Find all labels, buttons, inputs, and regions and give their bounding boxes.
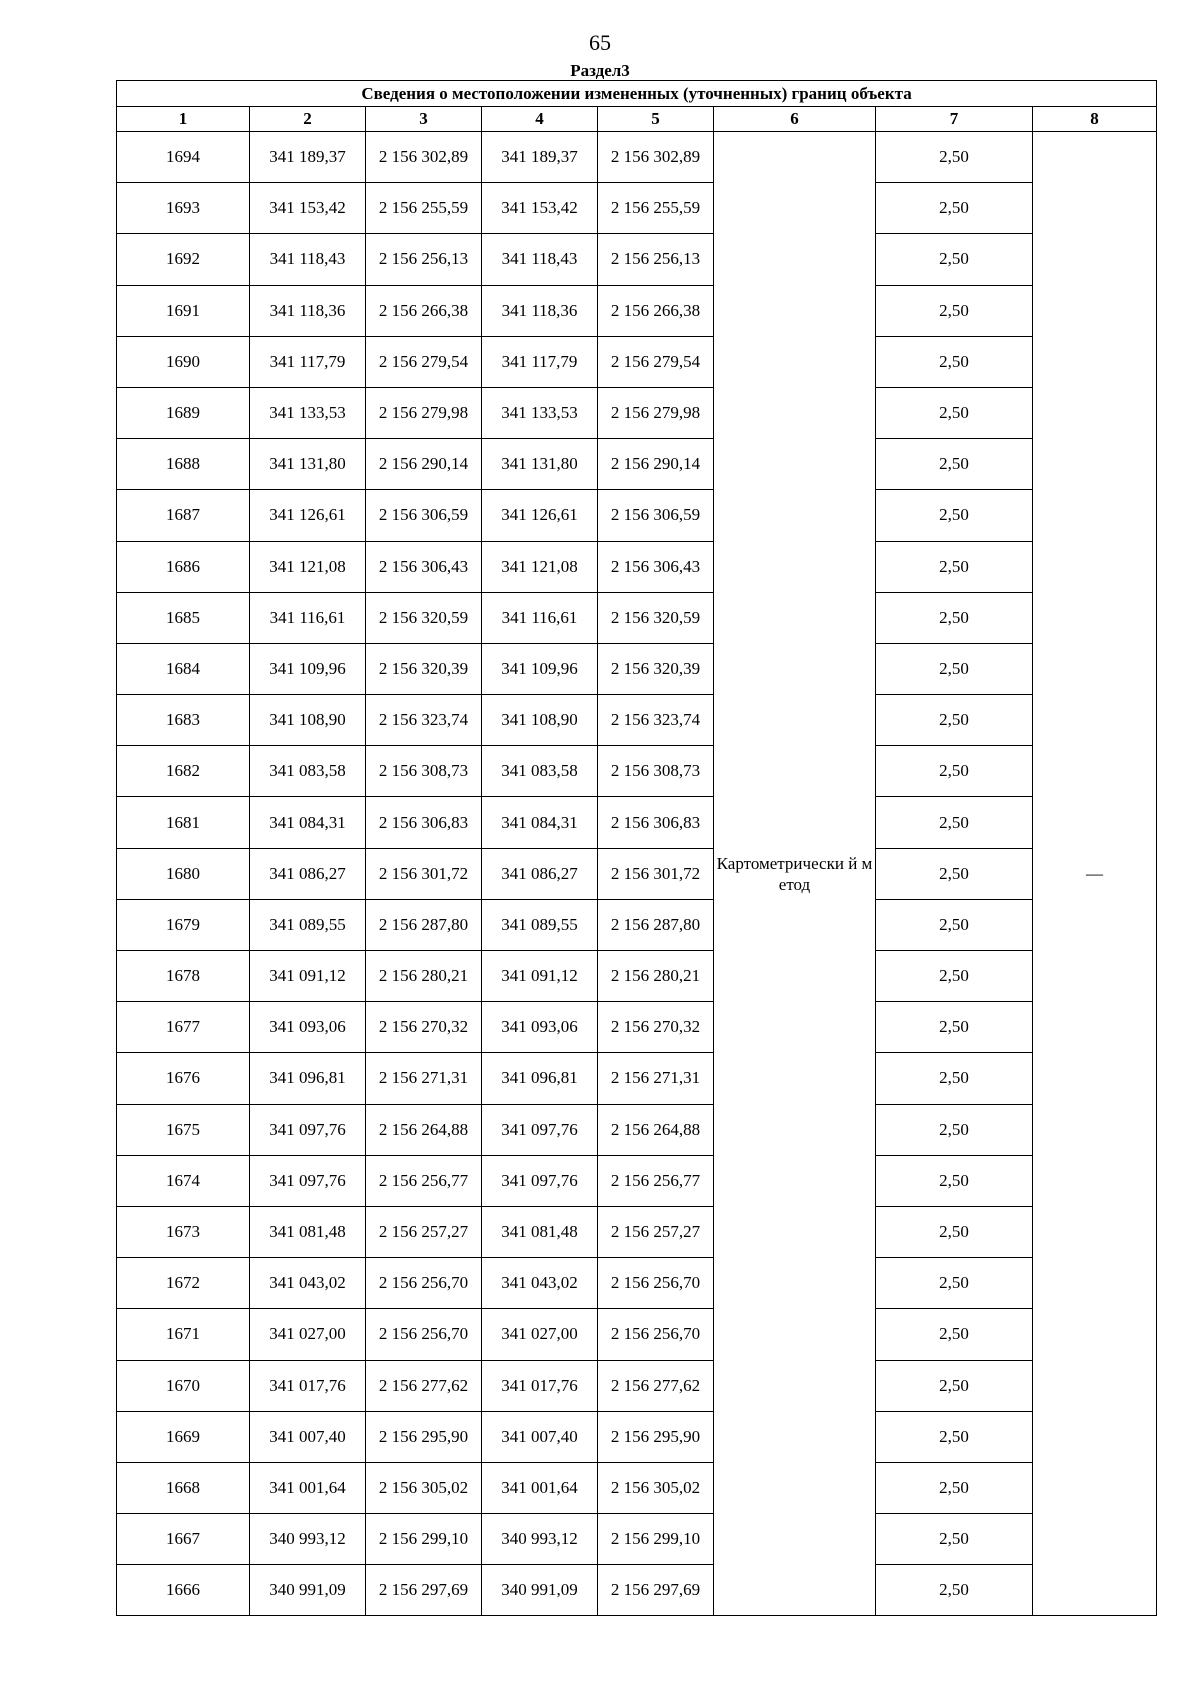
table-row: [117, 1053, 1157, 1104]
table-row: [117, 541, 1157, 592]
x-new-cell: 341 001,64: [482, 1462, 598, 1513]
y-old-cell: 2 156 320,39: [366, 643, 482, 694]
point-number-cell: 1678: [117, 951, 250, 1002]
accuracy-cell: 2,50: [876, 132, 1033, 183]
y-old-cell: 2 156 323,74: [366, 695, 482, 746]
table-row: [117, 1258, 1157, 1309]
x-old-cell: 341 001,64: [250, 1462, 366, 1513]
accuracy-cell: 2,50: [876, 1462, 1033, 1513]
y-old-cell: 2 156 297,69: [366, 1565, 482, 1616]
accuracy-cell: 2,50: [876, 848, 1033, 899]
x-old-cell: 341 116,61: [250, 592, 366, 643]
x-old-cell: 341 093,06: [250, 1002, 366, 1053]
x-old-cell: 341 096,81: [250, 1053, 366, 1104]
table-row: [117, 1514, 1157, 1565]
y-old-cell: 2 156 256,77: [366, 1155, 482, 1206]
table-row: [117, 336, 1157, 387]
y-new-cell: 2 156 308,73: [598, 746, 714, 797]
accuracy-cell: 2,50: [876, 387, 1033, 438]
y-new-cell: 2 156 306,83: [598, 797, 714, 848]
x-new-cell: 341 118,36: [482, 285, 598, 336]
y-new-cell: 2 156 277,62: [598, 1360, 714, 1411]
point-number-cell: 1689: [117, 387, 250, 438]
accuracy-cell: 2,50: [876, 592, 1033, 643]
x-new-cell: 341 126,61: [482, 490, 598, 541]
table-row: [117, 951, 1157, 1002]
y-old-cell: 2 156 266,38: [366, 285, 482, 336]
point-number-cell: 1681: [117, 797, 250, 848]
accuracy-cell: 2,50: [876, 1155, 1033, 1206]
y-old-cell: 2 156 306,43: [366, 541, 482, 592]
accuracy-cell: 2,50: [876, 1360, 1033, 1411]
accuracy-cell: 2,50: [876, 951, 1033, 1002]
y-new-cell: 2 156 297,69: [598, 1565, 714, 1616]
x-new-cell: 341 086,27: [482, 848, 598, 899]
x-old-cell: 341 089,55: [250, 899, 366, 950]
x-new-cell: 341 097,76: [482, 1104, 598, 1155]
point-number-cell: 1677: [117, 1002, 250, 1053]
accuracy-cell: 2,50: [876, 1053, 1033, 1104]
y-new-cell: 2 156 266,38: [598, 285, 714, 336]
x-new-cell: 341 027,00: [482, 1309, 598, 1360]
y-new-cell: 2 156 306,59: [598, 490, 714, 541]
point-number-cell: 1673: [117, 1206, 250, 1257]
table-caption: Сведения о местоположении измененных (уточненных) границ объекта: [117, 81, 1157, 107]
x-old-cell: 341 108,90: [250, 695, 366, 746]
y-old-cell: 2 156 305,02: [366, 1462, 482, 1513]
y-new-cell: 2 156 256,77: [598, 1155, 714, 1206]
x-old-cell: 341 131,80: [250, 439, 366, 490]
point-number-cell: 1691: [117, 285, 250, 336]
x-new-cell: 341 117,79: [482, 336, 598, 387]
y-old-cell: 2 156 287,80: [366, 899, 482, 950]
y-new-cell: 2 156 279,54: [598, 336, 714, 387]
page-number: 65: [589, 30, 611, 55]
accuracy-cell: 2,50: [876, 695, 1033, 746]
accuracy-cell: 2,50: [876, 1309, 1033, 1360]
x-new-cell: 341 084,31: [482, 797, 598, 848]
x-new-cell: 341 007,40: [482, 1411, 598, 1462]
y-old-cell: 2 156 306,83: [366, 797, 482, 848]
x-old-cell: 341 118,36: [250, 285, 366, 336]
x-old-cell: 341 133,53: [250, 387, 366, 438]
point-number-cell: 1676: [117, 1053, 250, 1104]
table-row: [117, 899, 1157, 950]
table-row: [117, 1360, 1157, 1411]
point-number-cell: 1667: [117, 1514, 250, 1565]
table-row: [117, 1565, 1157, 1616]
accuracy-cell: 2,50: [876, 234, 1033, 285]
y-new-cell: 2 156 255,59: [598, 183, 714, 234]
accuracy-cell: 2,50: [876, 1104, 1033, 1155]
table-row: [117, 1411, 1157, 1462]
x-old-cell: 341 084,31: [250, 797, 366, 848]
point-number-cell: 1666: [117, 1565, 250, 1616]
x-new-cell: 341 116,61: [482, 592, 598, 643]
y-new-cell: 2 156 320,59: [598, 592, 714, 643]
point-number-cell: 1669: [117, 1411, 250, 1462]
column-number-2: 2: [250, 107, 366, 132]
method-cell: Картометрически й метод: [714, 132, 876, 1616]
y-new-cell: 2 156 306,43: [598, 541, 714, 592]
y-old-cell: 2 156 295,90: [366, 1411, 482, 1462]
x-old-cell: 341 117,79: [250, 336, 366, 387]
x-old-cell: 341 086,27: [250, 848, 366, 899]
point-number-cell: 1694: [117, 132, 250, 183]
x-new-cell: 340 991,09: [482, 1565, 598, 1616]
accuracy-cell: 2,50: [876, 1002, 1033, 1053]
y-old-cell: 2 156 308,73: [366, 746, 482, 797]
note-cell: —: [1033, 132, 1157, 1616]
accuracy-cell: 2,50: [876, 1565, 1033, 1616]
column-number-8: 8: [1033, 107, 1157, 132]
table-row: [117, 285, 1157, 336]
y-new-cell: 2 156 302,89: [598, 132, 714, 183]
point-number-cell: 1683: [117, 695, 250, 746]
column-number-4: 4: [482, 107, 598, 132]
x-new-cell: 341 131,80: [482, 439, 598, 490]
x-new-cell: 341 091,12: [482, 951, 598, 1002]
y-new-cell: 2 156 290,14: [598, 439, 714, 490]
point-number-cell: 1687: [117, 490, 250, 541]
x-new-cell: 341 043,02: [482, 1258, 598, 1309]
point-number-cell: 1668: [117, 1462, 250, 1513]
y-new-cell: 2 156 280,21: [598, 951, 714, 1002]
y-old-cell: 2 156 257,27: [366, 1206, 482, 1257]
x-old-cell: 341 153,42: [250, 183, 366, 234]
y-new-cell: 2 156 271,31: [598, 1053, 714, 1104]
x-new-cell: 341 153,42: [482, 183, 598, 234]
table-row: [117, 592, 1157, 643]
x-old-cell: 341 118,43: [250, 234, 366, 285]
y-old-cell: 2 156 320,59: [366, 592, 482, 643]
x-old-cell: 341 043,02: [250, 1258, 366, 1309]
x-new-cell: 341 133,53: [482, 387, 598, 438]
accuracy-cell: 2,50: [876, 490, 1033, 541]
y-old-cell: 2 156 306,59: [366, 490, 482, 541]
accuracy-cell: 2,50: [876, 1258, 1033, 1309]
point-number-cell: 1682: [117, 746, 250, 797]
y-new-cell: 2 156 256,70: [598, 1309, 714, 1360]
point-number-cell: 1686: [117, 541, 250, 592]
x-old-cell: 341 081,48: [250, 1206, 366, 1257]
x-new-cell: 341 081,48: [482, 1206, 598, 1257]
y-new-cell: 2 156 320,39: [598, 643, 714, 694]
y-old-cell: 2 156 256,13: [366, 234, 482, 285]
point-number-cell: 1684: [117, 643, 250, 694]
point-number-cell: 1680: [117, 848, 250, 899]
table-row: [117, 439, 1157, 490]
table-row: [117, 1462, 1157, 1513]
y-old-cell: 2 156 277,62: [366, 1360, 482, 1411]
x-new-cell: 341 097,76: [482, 1155, 598, 1206]
x-old-cell: 340 993,12: [250, 1514, 366, 1565]
x-old-cell: 341 027,00: [250, 1309, 366, 1360]
accuracy-cell: 2,50: [876, 797, 1033, 848]
point-number-cell: 1690: [117, 336, 250, 387]
table-row: [117, 183, 1157, 234]
table-row: [117, 490, 1157, 541]
accuracy-cell: 2,50: [876, 1411, 1033, 1462]
point-number-cell: 1693: [117, 183, 250, 234]
x-old-cell: 341 097,76: [250, 1104, 366, 1155]
y-old-cell: 2 156 256,70: [366, 1258, 482, 1309]
coordinates-table: [116, 80, 1157, 1616]
y-new-cell: 2 156 301,72: [598, 848, 714, 899]
x-new-cell: 341 017,76: [482, 1360, 598, 1411]
table-row: [117, 234, 1157, 285]
accuracy-cell: 2,50: [876, 439, 1033, 490]
y-old-cell: 2 156 299,10: [366, 1514, 482, 1565]
y-old-cell: 2 156 279,54: [366, 336, 482, 387]
y-old-cell: 2 156 270,32: [366, 1002, 482, 1053]
table-row: [117, 797, 1157, 848]
x-old-cell: 340 991,09: [250, 1565, 366, 1616]
x-new-cell: 341 121,08: [482, 541, 598, 592]
y-old-cell: 2 156 280,21: [366, 951, 482, 1002]
x-old-cell: 341 007,40: [250, 1411, 366, 1462]
y-old-cell: 2 156 271,31: [366, 1053, 482, 1104]
accuracy-cell: 2,50: [876, 746, 1033, 797]
point-number-cell: 1692: [117, 234, 250, 285]
point-number-cell: 1688: [117, 439, 250, 490]
column-number-6: 6: [714, 107, 876, 132]
y-new-cell: 2 156 305,02: [598, 1462, 714, 1513]
column-number-7: 7: [876, 107, 1033, 132]
point-number-cell: 1679: [117, 899, 250, 950]
table-row: [117, 695, 1157, 746]
table-row: [117, 848, 1157, 899]
y-old-cell: 2 156 255,59: [366, 183, 482, 234]
table-row: [117, 1206, 1157, 1257]
accuracy-cell: 2,50: [876, 285, 1033, 336]
table-row: [117, 1002, 1157, 1053]
x-new-cell: 341 108,90: [482, 695, 598, 746]
y-new-cell: 2 156 299,10: [598, 1514, 714, 1565]
x-old-cell: 341 189,37: [250, 132, 366, 183]
accuracy-cell: 2,50: [876, 336, 1033, 387]
x-new-cell: 341 093,06: [482, 1002, 598, 1053]
x-old-cell: 341 083,58: [250, 746, 366, 797]
y-old-cell: 2 156 302,89: [366, 132, 482, 183]
column-number-5: 5: [598, 107, 714, 132]
y-new-cell: 2 156 256,13: [598, 234, 714, 285]
point-number-cell: 1670: [117, 1360, 250, 1411]
table-row: [117, 643, 1157, 694]
table-body: [117, 132, 1157, 1616]
y-new-cell: 2 156 295,90: [598, 1411, 714, 1462]
x-old-cell: 341 109,96: [250, 643, 366, 694]
y-new-cell: 2 156 264,88: [598, 1104, 714, 1155]
table-row: [117, 1104, 1157, 1155]
x-old-cell: 341 017,76: [250, 1360, 366, 1411]
table-row: [117, 132, 1157, 183]
x-new-cell: 341 083,58: [482, 746, 598, 797]
y-new-cell: 2 156 270,32: [598, 1002, 714, 1053]
y-new-cell: 2 156 279,98: [598, 387, 714, 438]
table-row: [117, 1155, 1157, 1206]
x-old-cell: 341 126,61: [250, 490, 366, 541]
y-old-cell: 2 156 301,72: [366, 848, 482, 899]
y-old-cell: 2 156 256,70: [366, 1309, 482, 1360]
accuracy-cell: 2,50: [876, 899, 1033, 950]
point-number-cell: 1671: [117, 1309, 250, 1360]
table-row: [117, 746, 1157, 797]
table-row: [117, 1309, 1157, 1360]
y-old-cell: 2 156 279,98: [366, 387, 482, 438]
y-new-cell: 2 156 323,74: [598, 695, 714, 746]
x-new-cell: 341 109,96: [482, 643, 598, 694]
x-new-cell: 341 189,37: [482, 132, 598, 183]
column-number-3: 3: [366, 107, 482, 132]
x-old-cell: 341 097,76: [250, 1155, 366, 1206]
y-new-cell: 2 156 287,80: [598, 899, 714, 950]
table-row: [117, 387, 1157, 438]
x-new-cell: 341 118,43: [482, 234, 598, 285]
y-old-cell: 2 156 264,88: [366, 1104, 482, 1155]
point-number-cell: 1672: [117, 1258, 250, 1309]
x-old-cell: 341 121,08: [250, 541, 366, 592]
y-new-cell: 2 156 257,27: [598, 1206, 714, 1257]
x-old-cell: 341 091,12: [250, 951, 366, 1002]
point-number-cell: 1675: [117, 1104, 250, 1155]
x-new-cell: 340 993,12: [482, 1514, 598, 1565]
accuracy-cell: 2,50: [876, 643, 1033, 694]
x-new-cell: 341 089,55: [482, 899, 598, 950]
section-title: Раздел3: [570, 61, 630, 80]
accuracy-cell: 2,50: [876, 1206, 1033, 1257]
point-number-cell: 1674: [117, 1155, 250, 1206]
y-old-cell: 2 156 290,14: [366, 439, 482, 490]
accuracy-cell: 2,50: [876, 1514, 1033, 1565]
accuracy-cell: 2,50: [876, 541, 1033, 592]
x-new-cell: 341 096,81: [482, 1053, 598, 1104]
point-number-cell: 1685: [117, 592, 250, 643]
y-new-cell: 2 156 256,70: [598, 1258, 714, 1309]
accuracy-cell: 2,50: [876, 183, 1033, 234]
column-number-1: 1: [117, 107, 250, 132]
